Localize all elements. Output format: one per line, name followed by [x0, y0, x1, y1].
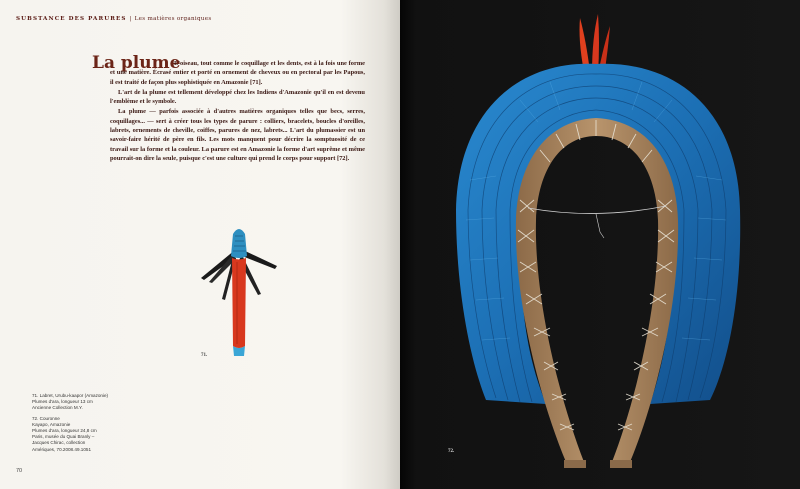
figure-71-label: 71.: [201, 353, 208, 358]
caption-line: Paris, musée du Quai Branly –: [32, 434, 95, 440]
caption-line: Ancienne Collection M.Y.: [32, 405, 83, 411]
running-head: [16, 16, 212, 22]
paragraph-2: L'art de la plume est tellement développé chez les Indiens d'Amazonie qu'il en est devenu l'emblème et le symbole.: [110, 88, 365, 106]
labret-figure: [195, 222, 285, 362]
paragraph-1: L'oiseau, tout comme le coquillage et les dents, est à la fois une forme et une matière. Écrasé entier et porté en ornement de cheveux ou en pectoral par les Papous, il est traité de façon plus sophistiquée en Amazonie [71].: [110, 60, 365, 86]
caption-line: 71. Labret, Urubu-kaapor (Amazonie): [32, 393, 109, 398]
chapter-title: La plume: [92, 53, 181, 73]
running-head-subsection: Les matières organiques: [134, 16, 212, 22]
running-head-separator: |: [129, 16, 132, 22]
caption-line: Amériques, 70.2008.49.1051: [32, 446, 91, 452]
page-number: 70: [16, 468, 23, 474]
paragraph-3: La plume — parfois associée à d'autres matières organiques telles que becs, serres, coquillages... — sert à créer tous les types de parure : colliers, bracelets, boucles d'oreilles, labrets, ornements de cheville, coiffes, parures de nez, labrets... L'art du plumassier est un savoir-faire hérité de père en fils. Les mots manquent pour décrire la somptuosité de ce travail sur la forme et la couleur. La parure est en Amazonie la forme d'art suprême et même pourrait-on dire la seule, puisque c'est une culture qui prend le corps pour support [72].: [110, 108, 365, 162]
feather-crown-photo: [400, 0, 800, 489]
captions: [32, 393, 142, 453]
running-head-section: SUBSTANCE DES PARURES: [16, 16, 127, 22]
caption-72: [32, 416, 142, 453]
caption-line: 72. Couronne: [32, 415, 60, 421]
caption-line: Plumes d'ara, longueur 13 cm: [32, 399, 93, 405]
caption-71: [32, 393, 142, 412]
body-text: [110, 59, 365, 163]
figure-72-label: 72.: [448, 449, 455, 454]
caption-line: Plumes d'ara, longueur 24,8 cm: [32, 428, 97, 434]
caption-line: Jacques Chirac, collection: [32, 440, 86, 446]
right-page: [400, 0, 800, 489]
caption-line: Kayapo, Amazonie: [32, 421, 71, 427]
